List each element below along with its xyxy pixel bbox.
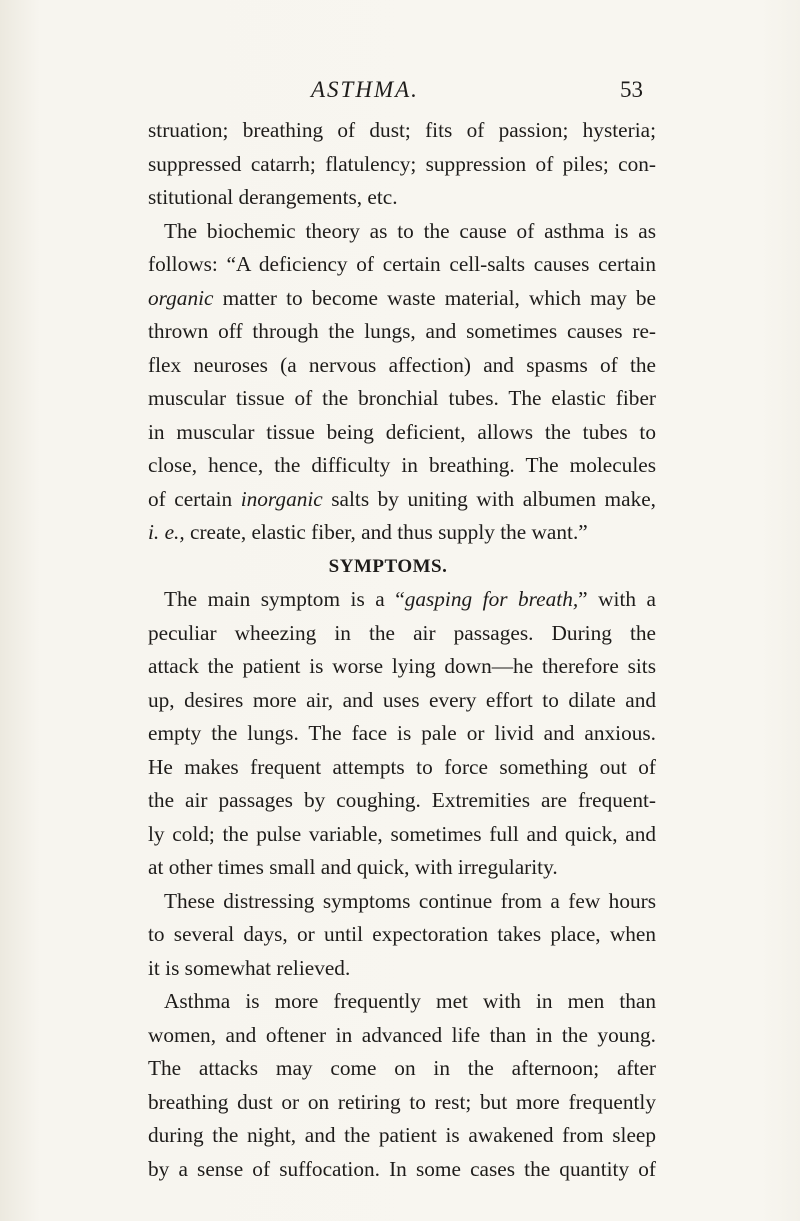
text-line: women, and oftener in advanced life than in the young. (148, 1022, 656, 1047)
text-line: the air passages by coughing. Extremities are frequent- (148, 788, 656, 812)
text-line: thrown off through the lungs, and sometimes causes re- (148, 319, 656, 343)
text-line: organic matter to become waste material, which may be (148, 285, 656, 310)
italic-text: inorganic (240, 486, 323, 511)
text-line: during the night, and the patient is awakened from sleep (148, 1123, 656, 1147)
text-line: attack the patient is worse lying down—he therefore sits (148, 654, 656, 678)
running-head: ASTHMA. (311, 77, 419, 102)
italic-text: gasping for breath, (404, 587, 579, 611)
text-line: of certain inorganic salts by uniting with albumen make, (148, 486, 656, 511)
text-line: ly cold; the pulse variable, sometimes full and quick, and (148, 821, 656, 846)
italic-text: i. e., (148, 520, 185, 544)
text-line: breathing dust or on retiring to rest; but more frequently (148, 1089, 656, 1114)
text-line: These distressing symptoms continue from a few hours (164, 888, 656, 913)
text-line: stitutional derangements, etc. (148, 185, 398, 209)
text-line: suppressed catarrh; flatulency; suppression of piles; con- (148, 151, 656, 176)
italic-text: organic (148, 285, 214, 310)
text-line: struation; breathing of dust; fits of passion; hysteria; (148, 118, 656, 142)
text-line: it is somewhat relieved. (148, 955, 351, 980)
text-line: The attacks may come on in the afternoon; after (148, 1056, 656, 1080)
text-line: muscular tissue of the bronchial tubes. The elastic fiber (148, 386, 656, 410)
text-line: follows: “A deficiency of certain cell-salts causes certain (148, 252, 656, 276)
text-line: to several days, or until expectoration takes place, when (148, 922, 656, 946)
text-line: up, desires more air, and uses every effort to dilate and (148, 687, 656, 712)
text-line: He makes frequent attempts to force something out of (148, 754, 656, 779)
text-line: i. e., create, elastic fiber, and thus supply the want.” (148, 520, 588, 544)
section-heading: SYMPTOMS. (328, 555, 448, 577)
text-line: empty the lungs. The face is pale or livid and anxious. (148, 721, 656, 745)
page-header (0, 72, 800, 108)
text-line: Asthma is more frequently met with in men than (164, 989, 656, 1013)
text-line: in muscular tissue being deficient, allows the tubes to (148, 419, 656, 444)
text-line: by a sense of suffocation. In some cases the quantity of (148, 1156, 656, 1181)
page-number: 53 (620, 77, 643, 102)
text-line: peculiar wheezing in the air passages. During the (148, 620, 656, 645)
text-line: close, hence, the difficulty in breathing. The molecules (148, 453, 656, 477)
text-line: at other times small and quick, with irregularity. (148, 855, 558, 879)
text-line: The main symptom is a “gasping for breath,” with a (164, 587, 656, 611)
body-text (148, 114, 656, 1186)
text-line: flex neuroses (a nervous affection) and spasms of the (148, 352, 656, 377)
text-line: The biochemic theory as to the cause of asthma is as (164, 218, 656, 243)
